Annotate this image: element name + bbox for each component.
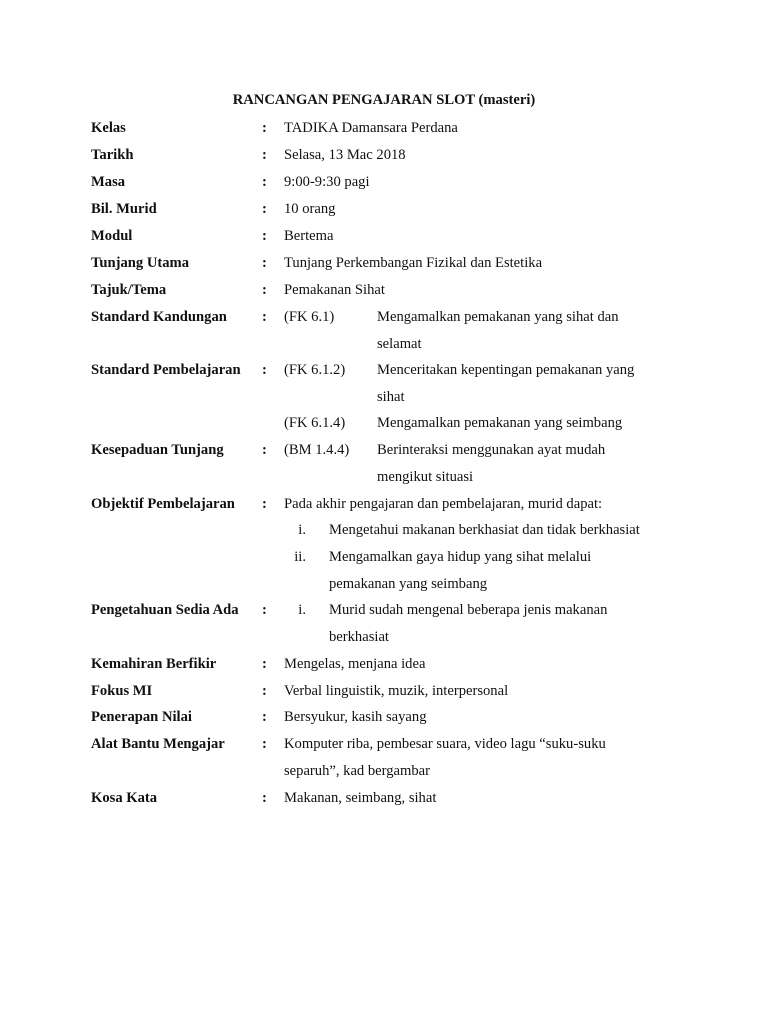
colon: :	[262, 255, 267, 271]
label-objektif-pembelajaran: Objektif Pembelajaran	[91, 496, 235, 512]
colon: :	[262, 147, 267, 163]
list-text-cont: berkhasiat	[329, 629, 389, 645]
value-kelas: TADIKA Damansara Perdana	[284, 120, 458, 136]
colon: :	[262, 228, 267, 244]
value-kosa-kata: Makanan, seimbang, sihat	[284, 790, 437, 806]
colon: :	[262, 362, 267, 378]
code-kesepaduan-tunjang: (BM 1.4.4)	[284, 442, 350, 458]
code-standard-pembelajaran-1: (FK 6.1.2)	[284, 362, 346, 378]
list-number: ii.	[294, 549, 306, 565]
text-kesepaduan-tunjang: Berinteraksi menggunakan ayat mudah	[377, 442, 606, 458]
row-objektif-pembelajaran	[0, 494, 768, 514]
value-tarikh: Selasa, 13 Mac 2018	[284, 147, 406, 163]
colon: :	[262, 736, 267, 752]
value-tajuk-tema: Pemakanan Sihat	[284, 282, 385, 298]
value-masa: 9:00-9:30 pagi	[284, 174, 370, 190]
row-kemahiran-berfikir	[0, 654, 768, 674]
colon: :	[262, 120, 267, 136]
label-alat-bantu-mengajar: Alat Bantu Mengajar	[91, 736, 225, 752]
list-item	[0, 547, 768, 567]
list-item-cont	[0, 627, 768, 647]
text-standard-kandungan-cont: selamat	[377, 336, 422, 352]
label-kemahiran-berfikir: Kemahiran Berfikir	[91, 656, 217, 672]
code-standard-kandungan: (FK 6.1)	[284, 309, 335, 325]
code-standard-pembelajaran-2: (FK 6.1.4)	[284, 415, 346, 431]
row-modul	[0, 226, 768, 246]
label-penerapan-nilai: Penerapan Nilai	[91, 709, 192, 725]
label-kesepaduan-tunjang: Kesepaduan Tunjang	[91, 442, 224, 458]
value-alat-bantu-mengajar-cont: separuh”, kad bergambar	[284, 763, 431, 779]
list-text-cont: pemakanan yang seimbang	[329, 576, 488, 592]
colon: :	[262, 442, 267, 458]
label-kelas: Kelas	[91, 120, 126, 136]
label-modul: Modul	[91, 228, 133, 244]
row-masa	[0, 172, 768, 192]
colon: :	[262, 602, 267, 618]
label-kosa-kata: Kosa Kata	[91, 790, 158, 806]
row-kosa-kata	[0, 788, 768, 808]
label-bil-murid: Bil. Murid	[91, 201, 157, 217]
colon: :	[262, 174, 267, 190]
colon: :	[262, 201, 267, 217]
value-alat-bantu-mengajar: Komputer riba, pembesar suara, video lagu “suku-suku	[284, 736, 606, 752]
label-pengetahuan-sedia-ada: Pengetahuan Sedia Ada	[91, 602, 239, 618]
row-standard-pembelajaran-2	[0, 413, 768, 433]
list-number: i.	[298, 522, 306, 538]
label-tunjang-utama: Tunjang Utama	[91, 255, 189, 271]
text-standard-pembelajaran-1: Menceritakan kepentingan pemakanan yang	[377, 362, 635, 378]
colon: :	[262, 790, 267, 806]
label-tajuk-tema: Tajuk/Tema	[91, 282, 167, 298]
list-item-cont	[0, 574, 768, 594]
list-text: Mengamalkan gaya hidup yang sihat melalui	[329, 549, 592, 565]
row-kesepaduan-tunjang-cont	[0, 467, 768, 487]
label-standard-pembelajaran: Standard Pembelajaran	[91, 362, 241, 378]
value-kemahiran-berfikir: Mengelas, menjana idea	[284, 656, 426, 672]
row-standard-pembelajaran	[0, 360, 768, 380]
label-masa: Masa	[91, 174, 126, 190]
page-title: RANCANGAN PENGAJARAN SLOT (masteri)	[232, 92, 536, 108]
value-penerapan-nilai: Bersyukur, kasih sayang	[284, 709, 427, 725]
row-pengetahuan-sedia-ada	[0, 600, 768, 620]
label-fokus-mi: Fokus MI	[91, 683, 153, 699]
value-bil-murid: 10 orang	[284, 201, 336, 217]
colon: :	[262, 683, 267, 699]
colon: :	[262, 709, 267, 725]
list-item	[0, 520, 768, 540]
value-tunjang-utama: Tunjang Perkembangan Fizikal dan Estetika	[284, 255, 543, 271]
label-tarikh: Tarikh	[91, 147, 134, 163]
list-number: i.	[298, 602, 306, 618]
row-tunjang-utama	[0, 253, 768, 273]
row-alat-bantu-mengajar	[0, 734, 768, 754]
colon: :	[262, 496, 267, 512]
list-text: Mengetahui makanan berkhasiat dan tidak berkhasiat	[329, 522, 640, 538]
value-fokus-mi: Verbal linguistik, muzik, interpersonal	[284, 683, 509, 699]
colon: :	[262, 282, 267, 298]
value-modul: Bertema	[284, 228, 334, 244]
list-text: Murid sudah mengenal beberapa jenis makanan	[329, 602, 608, 618]
row-kesepaduan-tunjang	[0, 440, 768, 460]
text-standard-pembelajaran-1-cont: sihat	[377, 389, 405, 405]
row-bil-murid	[0, 199, 768, 219]
row-fokus-mi	[0, 681, 768, 701]
text-standard-kandungan: Mengamalkan pemakanan yang sihat dan	[377, 309, 619, 325]
colon: :	[262, 309, 267, 325]
row-alat-bantu-mengajar-cont	[0, 761, 768, 781]
text-objektif-intro: Pada akhir pengajaran dan pembelajaran, murid dapat:	[284, 496, 603, 512]
row-standard-kandungan	[0, 307, 768, 327]
text-kesepaduan-tunjang-cont: mengikut situasi	[377, 469, 474, 485]
row-standard-kandungan-cont	[0, 334, 768, 354]
row-tarikh	[0, 145, 768, 165]
label-standard-kandungan: Standard Kandungan	[91, 309, 227, 325]
row-kelas	[0, 118, 768, 138]
row-standard-pembelajaran-cont	[0, 387, 768, 407]
row-penerapan-nilai	[0, 707, 768, 727]
text-standard-pembelajaran-2: Mengamalkan pemakanan yang seimbang	[377, 415, 623, 431]
row-tajuk-tema	[0, 280, 768, 300]
colon: :	[262, 656, 267, 672]
